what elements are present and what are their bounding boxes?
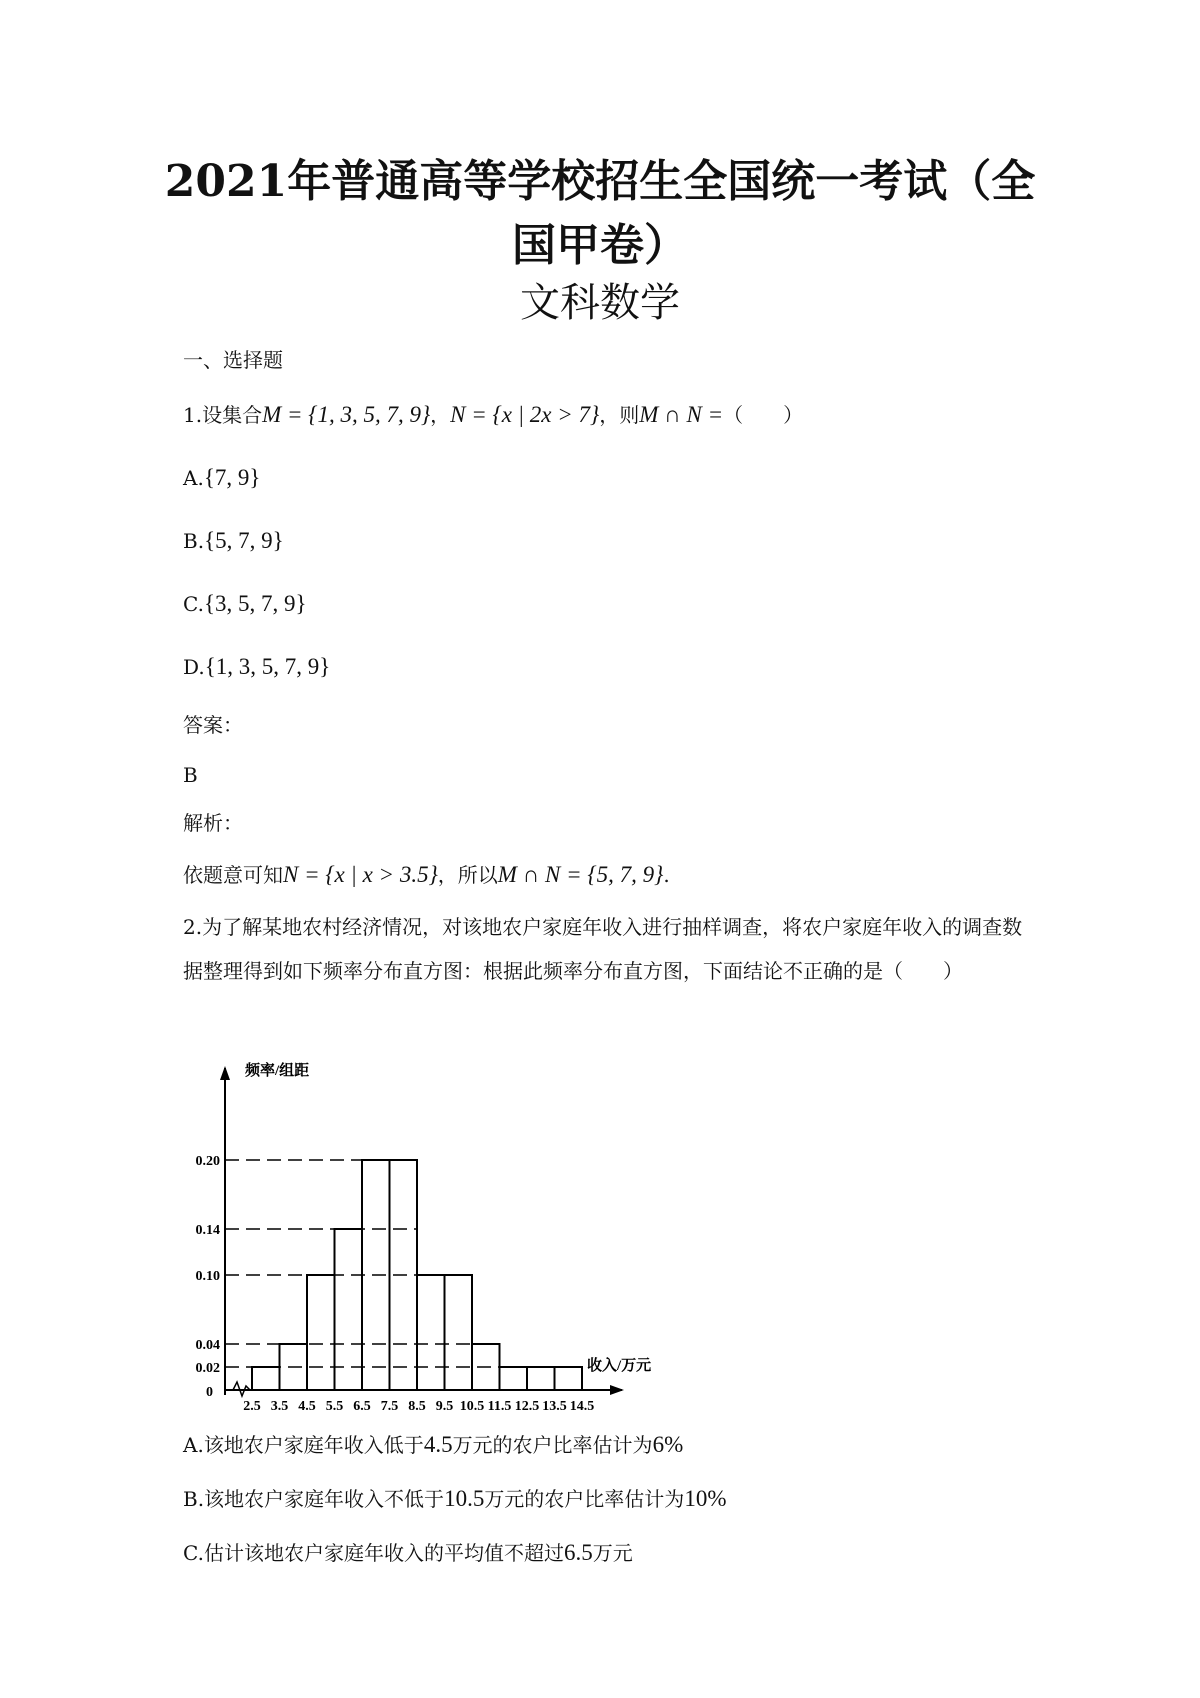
x-tick-label: 9.5 xyxy=(435,1399,454,1414)
option-percent: 10% xyxy=(684,1486,727,1511)
option-letter: C. xyxy=(183,592,204,616)
x-tick-label: 3.5 xyxy=(270,1399,289,1414)
histogram-bar xyxy=(307,1275,335,1390)
q1-option-d xyxy=(183,652,330,682)
q1-prefix: 1.设集合 xyxy=(183,403,263,427)
page-title: 2021年普通高等学校招生全国统一考试（全国甲卷） xyxy=(164,156,1036,271)
y-axis-label: 频率/组距 xyxy=(245,1063,310,1079)
option-text: 万元的农户比率估计为 xyxy=(452,1433,653,1457)
y-axis-arrow xyxy=(220,1066,230,1080)
option-letter: C. xyxy=(183,1541,204,1565)
y-tick-label: 0.02 xyxy=(195,1361,220,1376)
histogram-bar xyxy=(252,1367,280,1390)
x-tick-label: 5.5 xyxy=(325,1399,344,1414)
y-tick-label: 0.10 xyxy=(195,1269,220,1284)
x-tick-label: 6.5 xyxy=(353,1399,371,1414)
histogram-bar xyxy=(527,1367,555,1390)
q2-option-c xyxy=(183,1538,633,1568)
x-tick-label: 10.5 xyxy=(459,1399,485,1414)
q2-option-b xyxy=(183,1484,726,1514)
x-tick-label: 13.5 xyxy=(542,1399,567,1414)
x-tick-label: 7.5 xyxy=(380,1399,399,1414)
q1-option-a xyxy=(183,463,260,493)
histogram-bar xyxy=(500,1367,528,1390)
x-tick-label: 8.5 xyxy=(408,1399,426,1414)
page-subtitle: 文科数学 xyxy=(520,280,680,326)
histogram-bar xyxy=(445,1275,473,1390)
option-text: 该地农户家庭年收入低于 xyxy=(203,1433,424,1457)
analysis-text xyxy=(183,860,670,890)
question-1-stem xyxy=(183,400,803,430)
option-letter: B. xyxy=(183,1487,205,1511)
section-heading: 一、选择题 xyxy=(183,348,283,372)
x-axis-label: 收入/万元 xyxy=(587,1358,652,1374)
y-tick-label: 0.20 xyxy=(195,1154,220,1169)
option-text: 万元的农户比率估计为 xyxy=(484,1487,685,1511)
frequency-histogram xyxy=(180,1050,720,1420)
q1-option-b xyxy=(183,526,284,556)
analysis-prefix: 依题意可知 xyxy=(183,863,283,887)
option-number: 4.5 xyxy=(423,1432,453,1457)
q1-then: ，则 xyxy=(599,403,640,427)
option-text: 万元 xyxy=(592,1541,633,1565)
analysis-label: 解析： xyxy=(183,811,243,835)
option-letter: B. xyxy=(183,529,205,553)
origin-label: 0 xyxy=(206,1385,213,1400)
x-tick-label: 4.5 xyxy=(298,1399,316,1414)
answer-value: B xyxy=(183,763,198,787)
x-tick-label: 2.5 xyxy=(243,1399,261,1414)
q1-option-c xyxy=(183,589,307,619)
x-tick-label: 12.5 xyxy=(514,1399,540,1414)
x-tick-label: 14.5 xyxy=(569,1399,595,1414)
q1-blank: （ ） xyxy=(723,403,804,427)
option-letter: A. xyxy=(183,466,204,490)
q1-set-n: N = {x | 2x > 7} xyxy=(450,402,600,427)
option-value: {1, 3, 5, 7, 9} xyxy=(204,654,331,679)
answer-label: 答案： xyxy=(183,713,243,737)
option-value: {3, 5, 7, 9} xyxy=(203,591,307,616)
histogram-bar xyxy=(555,1367,583,1390)
option-percent: 6% xyxy=(652,1432,684,1457)
y-tick-label: 0.14 xyxy=(195,1223,220,1238)
histogram-bar xyxy=(335,1229,363,1390)
q1-expression: M ∩ N = xyxy=(639,402,724,427)
x-tick-label: 11.5 xyxy=(487,1399,512,1414)
analysis-end: . xyxy=(663,863,670,887)
histogram-bar xyxy=(417,1275,445,1390)
q1-set-m: M = {1, 3, 5, 7, 9} xyxy=(262,402,431,427)
y-tick-label: 0.04 xyxy=(195,1338,220,1353)
option-value: {7, 9} xyxy=(203,465,261,490)
x-axis-arrow xyxy=(610,1385,624,1395)
option-value: {5, 7, 9} xyxy=(204,528,284,553)
option-number: 10.5 xyxy=(444,1486,485,1511)
analysis-mid: ，所以 xyxy=(437,863,498,887)
option-letter: D. xyxy=(183,655,205,679)
option-letter: A. xyxy=(183,1433,204,1457)
option-number: 6.5 xyxy=(563,1540,593,1565)
option-text: 估计该地农户家庭年收入的平均值不超过 xyxy=(203,1541,564,1565)
question-2-stem: 2.为了解某地农村经济情况，对该地农户家庭年收入进行抽样调查，将农户家庭年收入的调查数据整理得到如下频率分布直方图：根据此频率分布直方图，下面结论不正确的是（ ） xyxy=(183,915,1023,983)
q2-option-a xyxy=(183,1430,683,1460)
q1-sep: ， xyxy=(430,403,451,427)
analysis-result: M ∩ N = {5, 7, 9} xyxy=(497,862,664,887)
analysis-set-n: N = {x | x > 3.5} xyxy=(283,862,438,887)
option-text: 该地农户家庭年收入不低于 xyxy=(204,1487,445,1511)
